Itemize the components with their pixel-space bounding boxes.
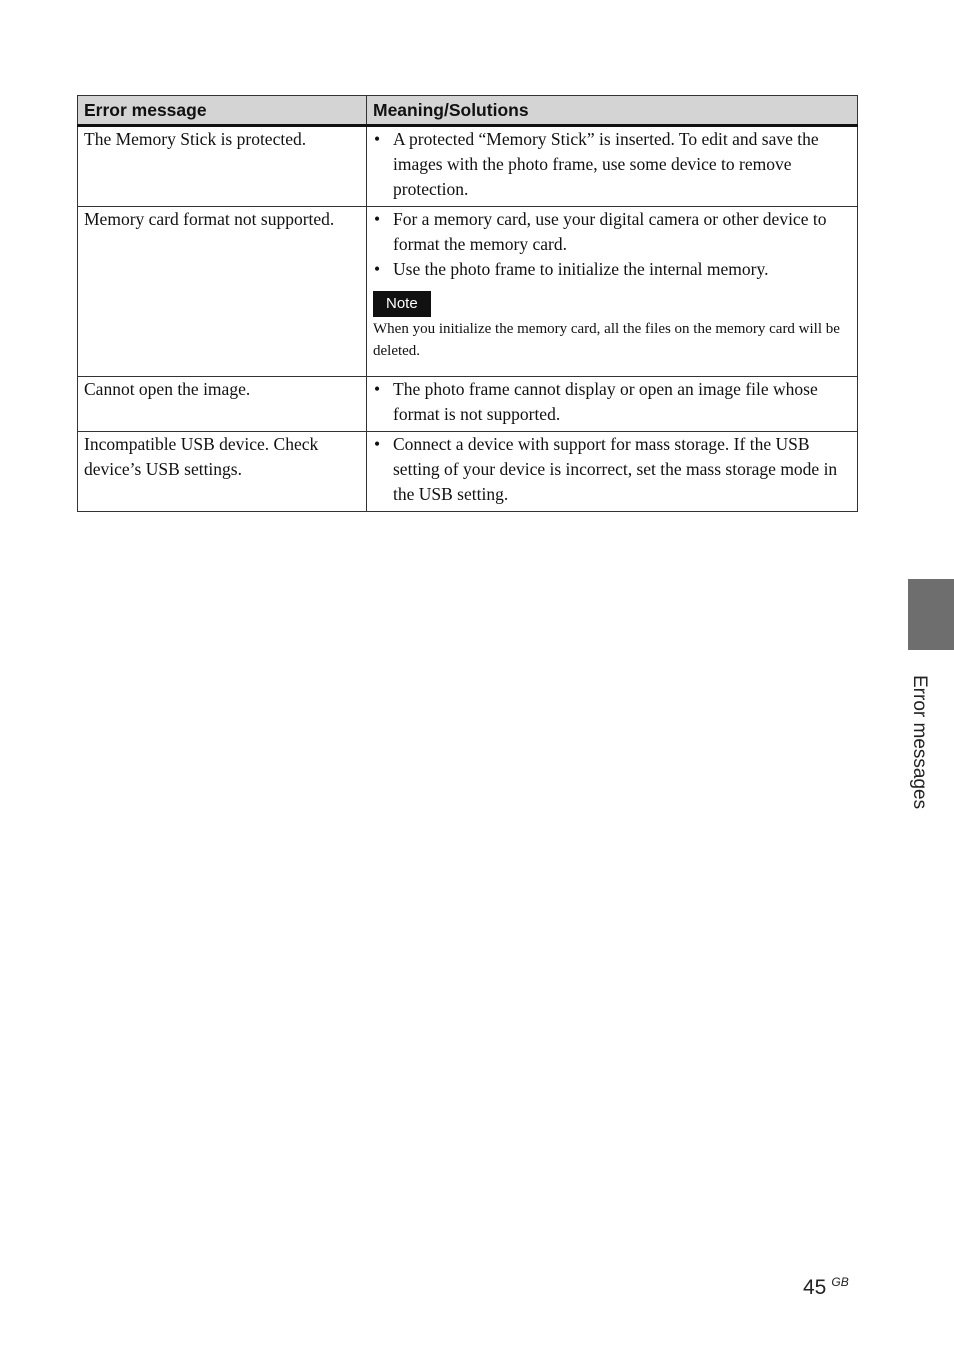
error-messages-table: [77, 95, 858, 512]
solution-list: [373, 127, 851, 202]
note-text: When you initialize the memory card, all the files on the memory card will be deleted.: [373, 321, 840, 359]
solution-item: [373, 257, 851, 282]
bullet-glyph: •: [374, 259, 381, 279]
table-header-row: [78, 96, 858, 126]
region-code: GB: [831, 1275, 849, 1289]
header-meaning-solutions: Meaning/Solutions: [367, 96, 858, 126]
solutions-cell: [367, 126, 858, 207]
error-message-cell: [78, 432, 367, 512]
error-message-text: The Memory Stick is protected.: [84, 129, 307, 149]
table-row: [78, 377, 858, 432]
solution-text: Connect a device with support for mass storage. If the USB setting of your device is incorrect, set the mass storage mode in the USB setting.: [393, 434, 838, 504]
solution-text: For a memory card, use your digital camera or other device to format the memory card.: [393, 209, 827, 254]
solution-item: [373, 432, 851, 507]
bullet-glyph: •: [374, 434, 381, 454]
table-row: [78, 126, 858, 207]
solution-item: [373, 377, 851, 427]
solution-text: Use the photo frame to initialize the internal memory.: [393, 259, 769, 279]
error-message-cell: [78, 126, 367, 207]
note-block: [373, 290, 851, 362]
error-message-cell: [78, 377, 367, 432]
section-tab-marker: [908, 579, 954, 650]
error-message-cell: [78, 207, 367, 377]
error-message-text: Memory card format not supported.: [84, 209, 335, 229]
bullet-glyph: •: [374, 129, 381, 149]
solution-list: [373, 377, 851, 427]
header-error-message: Error message: [78, 96, 367, 126]
note-label: Note: [373, 291, 431, 317]
solutions-cell: [367, 207, 858, 377]
solution-text: The photo frame cannot display or open an image file whose format is not supported.: [393, 379, 818, 424]
table-row: [78, 432, 858, 512]
solution-text: A protected “Memory Stick” is inserted. To edit and save the images with the photo frame, use some device to remove protection.: [393, 129, 819, 199]
solution-item: [373, 127, 851, 202]
bullet-glyph: •: [374, 379, 381, 399]
solutions-cell: [367, 432, 858, 512]
solutions-cell: [367, 377, 858, 432]
bullet-glyph: •: [374, 209, 381, 229]
solution-item: [373, 207, 851, 257]
page-number: 45: [803, 1276, 827, 1299]
error-message-text: Cannot open the image.: [84, 379, 251, 399]
page-footer: [803, 1276, 849, 1300]
error-message-text: Incompatible USB device. Check device’s USB settings.: [84, 434, 319, 479]
table-row: [78, 207, 858, 377]
section-tab-label: Error messages: [909, 675, 930, 810]
solution-list: [373, 432, 851, 507]
solution-list: [373, 207, 851, 282]
